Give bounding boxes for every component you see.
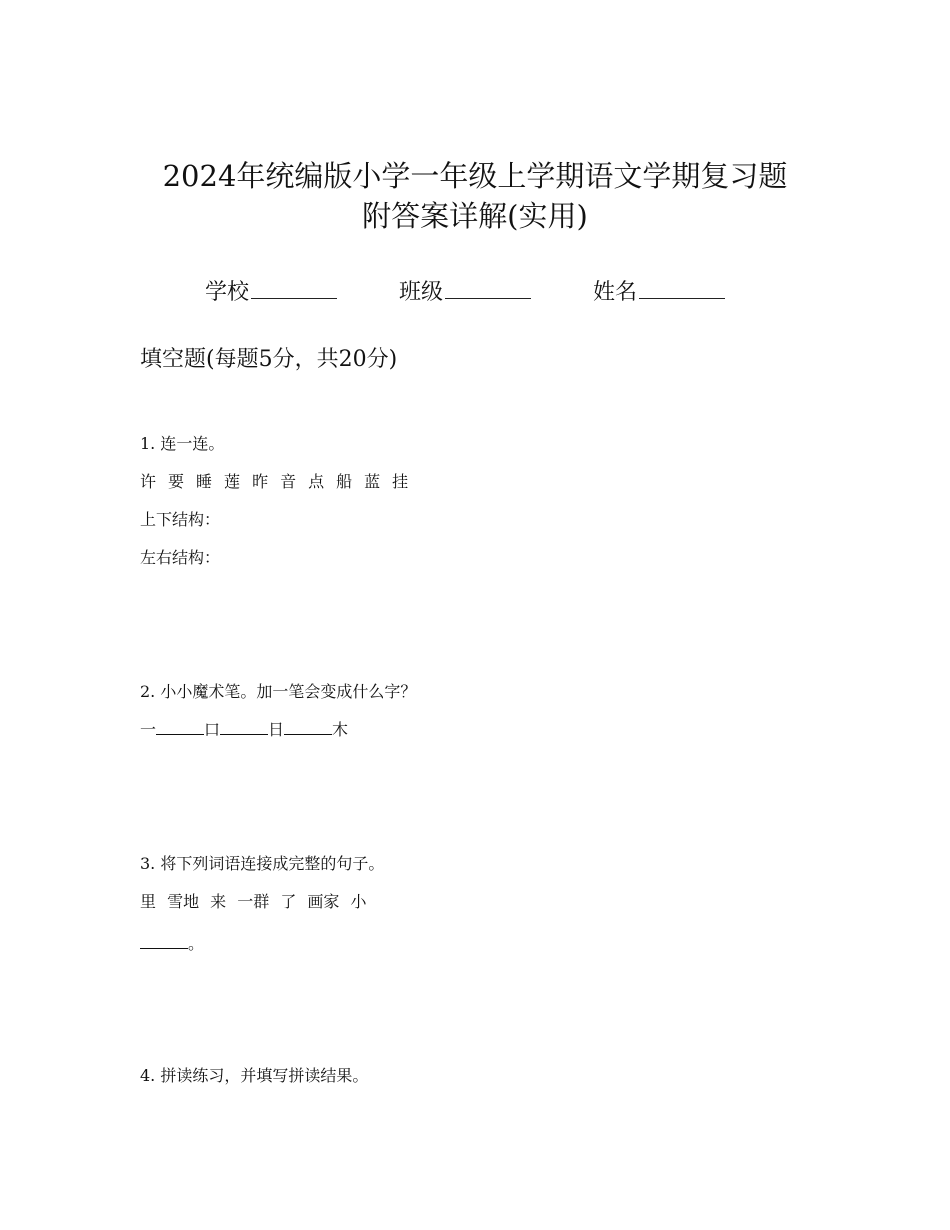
question-1-characters: [140, 470, 420, 494]
question-4-prompt: 4. 拼读练习，并填写拼读结果。: [140, 1066, 369, 1085]
char-item: 昨: [252, 472, 269, 491]
school-field[interactable]: [205, 276, 337, 309]
char-item: 蓝: [364, 472, 381, 491]
char-item: 睡: [196, 472, 213, 491]
document-title-line-1: 2024年统编版小学一年级上学期语文学期复习题: [162, 159, 788, 193]
q2-answer-blank[interactable]: [284, 718, 332, 735]
school-label: 学校: [205, 280, 250, 305]
student-info-row: [205, 276, 805, 309]
question-1-top-bottom-label: 上下结构：: [140, 510, 221, 529]
name-label: 姓名: [593, 280, 638, 305]
q3-answer-blank[interactable]: [140, 932, 188, 949]
name-field[interactable]: [593, 276, 725, 309]
q2-answer-blank[interactable]: [220, 718, 268, 735]
q2-item: 一: [140, 720, 157, 739]
school-blank[interactable]: [251, 276, 337, 299]
document-title-line-2: 附答案详解(实用): [362, 199, 588, 233]
question-2-prompt: 2. 小小魔术笔。加一笔会变成什么字？: [140, 682, 417, 701]
q2-item: 日: [268, 720, 285, 739]
class-blank[interactable]: [445, 276, 531, 299]
question-2-items: [140, 718, 348, 742]
char-item: 要: [168, 472, 185, 491]
section-title: 填空题(每题5分，共20分): [140, 347, 398, 372]
question-3-answer-line: [140, 932, 204, 956]
q2-item: 木: [332, 720, 349, 739]
char-item: 许: [140, 472, 157, 491]
name-blank[interactable]: [639, 276, 725, 299]
class-label: 班级: [399, 280, 444, 305]
char-item: 音: [280, 472, 297, 491]
q2-answer-blank[interactable]: [156, 718, 204, 735]
class-field[interactable]: [399, 276, 531, 309]
question-1-prompt: 1. 连一连。: [140, 434, 225, 453]
char-item: 挂: [392, 472, 409, 491]
q2-item: 口: [204, 720, 221, 739]
question-3-words: 里 雪地 来 一群 了 画家 小: [140, 892, 367, 911]
question-1-left-right-label: 左右结构：: [140, 548, 221, 567]
char-item: 点: [308, 472, 325, 491]
char-item: 莲: [224, 472, 241, 491]
q3-end-mark: 。: [188, 934, 205, 953]
question-3-prompt: 3. 将下列词语连接成完整的句子。: [140, 854, 385, 873]
char-item: 船: [336, 472, 353, 491]
